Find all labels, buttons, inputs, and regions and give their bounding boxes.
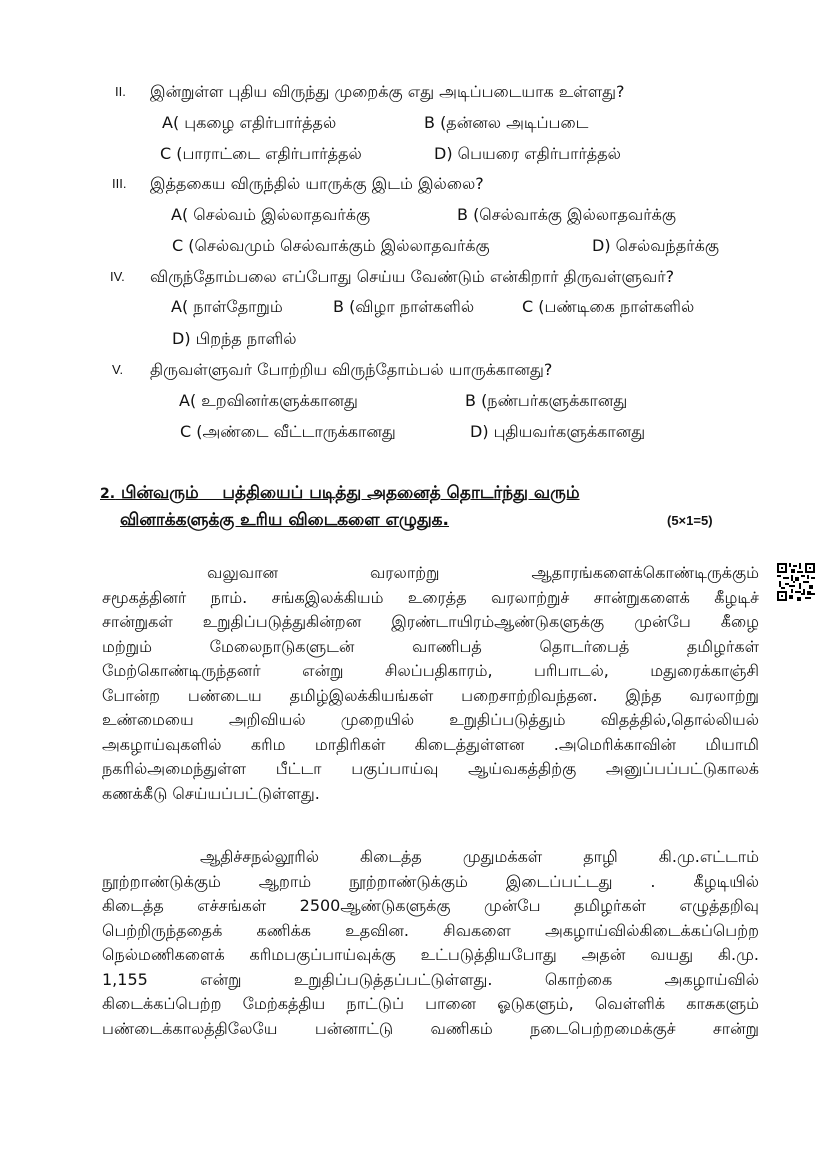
passage-line: சமூகத்தினர் நாம். சங்கஇலக்கியம் உரைத்த வரலாற்றுச் சான்றுகளைக் கீழடிச்	[102, 587, 759, 607]
question-number: III.	[112, 176, 127, 191]
passage-line: உண்மையை அறிவியல் முறையில் உறுதிப்படுத்தும் விதத்தில்,தொல்லியல்	[102, 710, 759, 729]
question-number: IV.	[110, 269, 125, 284]
option-c: C (செல்வமும் செல்வாக்கும் இல்லாதவர்க்கு	[172, 236, 490, 255]
passage-line: நகரில்அமைந்துள்ள பீட்டா பகுப்பாய்வு ஆய்வகத்திற்கு அனுப்பப்பட்டுகாலக்	[102, 759, 759, 778]
option-d: D) புதியவர்களுக்கானது	[470, 422, 646, 441]
question-text: திருவள்ளுவர் போற்றிய விருந்தோம்பல் யாருக்கானது?	[150, 360, 553, 379]
question-text: விருந்தோம்பலை எப்போது செய்ய வேண்டும் என்கிறார் திருவள்ளுவர்?	[150, 267, 675, 286]
passage-line: பண்டைக்காலத்திலேயே பன்னாட்டு வணிகம் நடைபெற்றமைக்குச் சான்று	[102, 1018, 759, 1038]
section-number: 2.	[100, 486, 116, 502]
option-b: B (நண்பர்களுக்கானது	[465, 391, 628, 410]
passage-line: ஆதிச்சநல்லூரில் கிடைத்த முதுமக்கள் தாழி கி.மு.எட்டாம்	[200, 847, 759, 866]
passage-line: சான்றுகள் உறுதிப்படுத்துகின்றன இரண்டாயிரம்ஆண்டுகளுக்கு முன்பே கீழை	[102, 612, 759, 631]
passage-line: மேற்கொண்டிருந்தனர் என்று சிலப்பதிகாரம், பரிபாடல், மதுரைக்காஞ்சி	[102, 661, 759, 680]
option-c: C (பாராட்டை எதிர்பார்த்தல்	[160, 144, 362, 163]
option-c: C (அண்டை வீட்டாருக்கானது	[180, 422, 396, 441]
passage-line: மற்றும் மேலைநாடுகளுடன் வாணிபத் தொடர்பைத் தமிழர்கள்	[102, 636, 759, 656]
question-text: இத்தகைய விருந்தில் யாருக்கு இடம் இல்லை?	[150, 174, 484, 193]
question-text: இன்றுள்ள புதிய விருந்து முறைக்கு எது அடிப்படையாக உள்ளது?	[150, 82, 625, 101]
option-a: A( உறவினர்களுக்கானது	[179, 391, 358, 410]
option-b: B (செல்வாக்கு இல்லாதவர்க்கு	[457, 205, 676, 224]
question-number: II.	[115, 84, 126, 99]
option-b: B (விழா நாள்களில்	[333, 297, 475, 316]
passage-line: 1,155 என்று உறுதிப்படுத்தப்பட்டுள்ளது. கொற்கை அகழாய்வில்	[102, 969, 759, 989]
passage-line: நூற்றாண்டுக்கும் ஆறாம் நூற்றாண்டுக்கும் இடைப்பட்டது . கீழடியில்	[102, 871, 759, 891]
option-d: D) பிறந்த நாளில்	[172, 329, 297, 348]
passage-line: நெல்மணிகளைக் கரிமபகுப்பாய்வுக்கு உட்படுத்தியபோது அதன் வயது கி.மு.	[102, 945, 759, 964]
passage-line: கணக்கீடு செய்யப்பட்டுள்ளது.	[102, 783, 320, 803]
passage-line: கிடைக்கப்பெற்ற மேற்கத்திய நாட்டுப் பானை ஓடுகளும், வெள்ளிக் காசுகளும்	[102, 994, 759, 1013]
passage-line: கிடைத்த எச்சங்கள் 2500ஆண்டுகளுக்கு முன்பே தமிழர்கள் எழுத்தறிவு	[102, 896, 759, 915]
passage-line: போன்ற பண்டைய தமிழ்இலக்கியங்கள் பறைசாற்றிவந்தன. இந்த வரலாற்று	[102, 685, 759, 705]
question-number: V.	[112, 362, 124, 377]
qr-code-icon	[777, 563, 815, 601]
section-title-line1: பின்வரும் பத்தியைப் படித்து அதனைத் தொடர்ந்து வரும்	[120, 483, 580, 503]
marks-label: (5×1=5)	[667, 513, 713, 528]
section-title-line2: வினாக்களுக்கு உரிய விடைகளை எழுதுக.	[120, 510, 450, 530]
option-d: D) பெயரை எதிர்பார்த்தல்	[434, 144, 621, 163]
option-d: D) செல்வந்தர்க்கு	[592, 236, 719, 255]
section-title-line2-wrap	[100, 509, 449, 531]
section-number-and-title-line1	[100, 482, 580, 505]
passage-line: வலுவான வரலாற்று ஆதாரங்களைக்கொண்டிருக்கும்	[207, 563, 759, 582]
passage-line: பெற்றிருந்ததைக் கணிக்க உதவின. சிவகளை அகழாய்வில்கிடைக்கப்பெற்ற	[102, 920, 759, 940]
option-c: C (பண்டிகை நாள்களில்	[522, 297, 695, 316]
passage-paragraph-1	[102, 561, 759, 806]
passage-line: அகழாய்வுகளில் கரிம மாதிரிகள் கிடைத்துள்ளன .அமெரிக்காவின் மியாமி	[102, 734, 759, 754]
option-b: B (தன்னல அடிப்படை	[424, 113, 589, 132]
option-a: A( நாள்தோறும்	[171, 297, 283, 316]
option-a: A( செல்வம் இல்லாதவர்க்கு	[171, 205, 371, 224]
passage-paragraph-2	[102, 845, 759, 1041]
option-a: A( புகழை எதிர்பார்த்தல்	[162, 113, 337, 132]
